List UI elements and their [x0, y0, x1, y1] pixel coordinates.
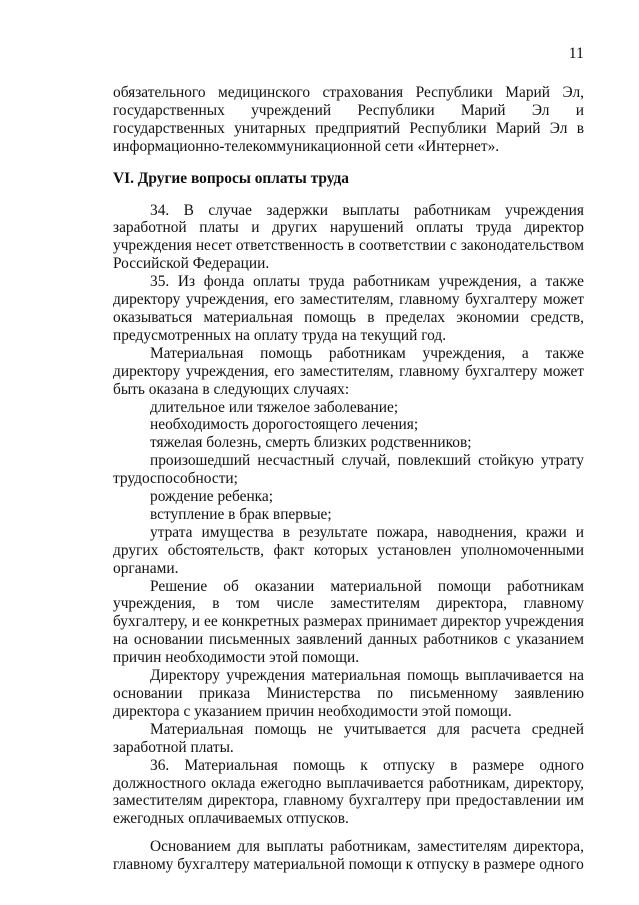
case-item: произошедший несчастный случай, повлекший стойкую утрату трудоспособности;	[113, 452, 584, 488]
paragraph-36: 36. Материальная помощь к отпуску в размере одного должностного оклада ежегодно выплачивается работникам, директору, заместителям директора, главному бухгалтеру при предоставлении им ежегодных оплачиваемых отпусков.	[113, 756, 584, 828]
paragraph-35: 35. Из фонда оплаты труда работникам учреждения, а также директору учреждения, его заместителям, главному бухгалтеру может оказываться материальная помощь в пределах экономии средств, предусмотренных на оплату труда на текущий год.	[113, 273, 584, 344]
paragraph-intro: обязательного медицинского страхования Республики Марий Эл, государственных учреждений Республики Марий Эл и государственных унитарных предприятий Республики Марий Эл в информационно-телекоммуникационной сети «Интернет».	[113, 84, 584, 155]
paragraph-director: Директору учреждения материальная помощь выплачивается на основании приказа Министерства по письменному заявлению директора с указанием причин необходимости этой помощи.	[113, 667, 584, 720]
page-number: 11	[568, 45, 584, 62]
case-item: необходимость дорогостоящего лечения;	[150, 416, 419, 434]
case-item: утрата имущества в результате пожара, наводнения, кражи и других обстоятельств, факт которых установлен уполномоченными органами.	[113, 523, 584, 577]
paragraph-cases-intro: Материальная помощь работникам учреждения, а также директору учреждения, его заместителям, главному бухгалтеру может быть оказана в следующих случаях:	[113, 344, 584, 398]
document-body	[113, 84, 584, 874]
paragraph-decision: Решение об оказании материальной помощи работникам учреждения, в том числе заместителям директора, главному бухгалтеру, и ее конкретных размерах принимает директор учреждения на основании письменных заявлений данных работников с указанием причин необходимости этой помощи.	[113, 577, 584, 667]
case-item: вступление в брак впервые;	[150, 505, 332, 523]
case-item: рождение ребенка;	[150, 488, 274, 506]
case-item: длительное или тяжелое заболевание;	[150, 398, 399, 416]
paragraph-34: 34. В случае задержки выплаты работникам учреждения заработной платы и других нарушений оплаты труда директор учреждения несет ответственность в соответствии с законодательством Российской Федерации.	[113, 201, 584, 273]
case-item: тяжелая болезнь, смерть близких родственников;	[150, 434, 472, 452]
section-heading: VI. Другие вопросы оплаты труда	[113, 169, 349, 187]
paragraph-not-counted: Материальная помощь не учитывается для расчета средней заработной платы.	[113, 720, 584, 756]
paragraph-basis: Основанием для выплаты работникам, заместителям директора, главному бухгалтеру материальной помощи к отпуску в размере одного	[113, 838, 584, 874]
